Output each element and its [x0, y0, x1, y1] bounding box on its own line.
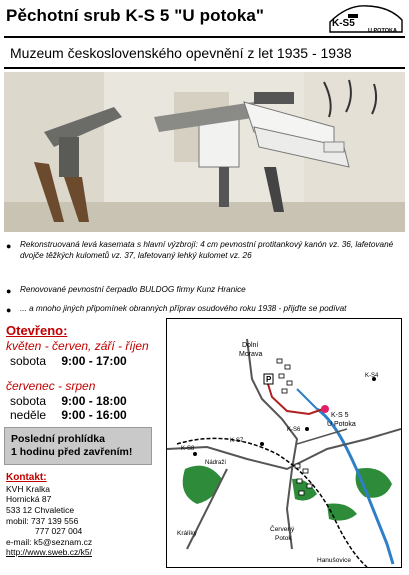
- label-ks6: K-S6: [287, 427, 301, 433]
- bunker-ks6-marker: [305, 427, 309, 431]
- forest-area: [183, 466, 222, 504]
- forest-area: [292, 479, 317, 501]
- header-divider: [4, 36, 405, 38]
- label-cerveny-potok: Červený: [270, 526, 295, 533]
- road: [167, 429, 401, 469]
- time-label: 9:00 - 16:00: [61, 408, 127, 422]
- bullet-item: [6, 285, 404, 297]
- contact-mobile: mobil: 737 139 556: [6, 516, 79, 526]
- bunker-ks5-marker: [321, 405, 329, 413]
- svg-text:Potok: Potok: [275, 535, 292, 542]
- page-title: Pěchotní srub K-S 5 "U potoka": [6, 6, 265, 25]
- bullet-item: [6, 240, 404, 276]
- season-1-row: [10, 354, 127, 368]
- contact-street: Hornická 87: [6, 494, 52, 504]
- bunker-ks7-marker: [260, 442, 264, 446]
- day-label: sobota: [10, 394, 47, 408]
- label-ks7: K-S7: [230, 438, 244, 444]
- river: [297, 389, 317, 409]
- parking-sign: P: [266, 375, 272, 384]
- label-ks5: K-S 5: [331, 412, 349, 419]
- bullet-text: Renovované pevnostní čerpadlo BULDOG firmy Kunz Hranice: [20, 285, 246, 294]
- svg-text:U Potoka: U Potoka: [327, 421, 356, 428]
- label-nadrazi: Nádraží: [205, 460, 227, 466]
- label-dolni-morava: Dolní: [242, 342, 259, 349]
- location-map: [166, 318, 402, 568]
- contact-city: 533 12 Chvaletice: [6, 505, 75, 515]
- route-to-bunker: [267, 381, 323, 414]
- label-ks4: K-S4: [365, 373, 379, 379]
- contact-mobile-2: 777 027 004: [35, 526, 83, 536]
- k-s5-logo: [328, 2, 404, 36]
- contact-web-link[interactable]: http://www.sweb.cz/k5/: [6, 547, 92, 557]
- label-ks8: K-S8: [181, 446, 195, 452]
- label-hanusovice: Hanušovice: [317, 557, 351, 564]
- contact-org: KVH Kralka: [6, 484, 50, 494]
- last-visit-line-2: 1 hodinu před zavřením!: [11, 446, 133, 458]
- logo-name: U POTOKA: [368, 28, 397, 34]
- casemate-weapons-photo: [4, 72, 405, 232]
- logo-code: K-S5: [332, 18, 355, 29]
- bullet-icon: ●: [6, 241, 12, 251]
- day-label: sobota: [10, 354, 47, 368]
- contact-email[interactable]: e-mail: k5@seznam.cz: [6, 537, 93, 547]
- time-label: 9:00 - 18:00: [61, 394, 127, 408]
- bullet-icon: ●: [6, 286, 12, 296]
- bullet-icon: ●: [6, 305, 12, 315]
- bullet-item: [6, 304, 404, 316]
- subtitle-divider: [4, 67, 405, 69]
- railway: [177, 438, 367, 567]
- label-kraliky: Králíky: [177, 530, 197, 537]
- opening-hours-heading: Otevřeno:: [6, 323, 68, 338]
- svg-text:Morava: Morava: [239, 351, 263, 358]
- last-visit-line-1: Poslední prohlídka: [11, 433, 105, 445]
- bullet-text: Rekonstruovaná levá kasemata s hlavní výzbrojí: 4 cm pevnostní protitankový kanón vz. 36, lafetované dvojče těžkých kulometů vz. 37, lafetovaný lehký kulomet vz. 26: [20, 240, 394, 260]
- bullet-text: ... a mnoho jiných připomínek obranných příprav osudového roku 1938 - přijďte se podívat: [20, 304, 347, 313]
- time-label: 9:00 - 17:00: [61, 354, 127, 368]
- season-2-label: červenec - srpen: [6, 379, 96, 393]
- season-2-row-2: [10, 408, 127, 422]
- season-2-row-1: [10, 394, 127, 408]
- day-label: neděle: [10, 408, 47, 422]
- contact-heading: Kontakt:: [6, 472, 47, 483]
- bunker-ks8-marker: [193, 452, 197, 456]
- season-1-label: květen - červen, září - říjen: [6, 339, 149, 353]
- page-subtitle: Muzeum československého opevnění z let 1935 - 1938: [10, 45, 352, 61]
- last-visit-notice: [4, 427, 152, 465]
